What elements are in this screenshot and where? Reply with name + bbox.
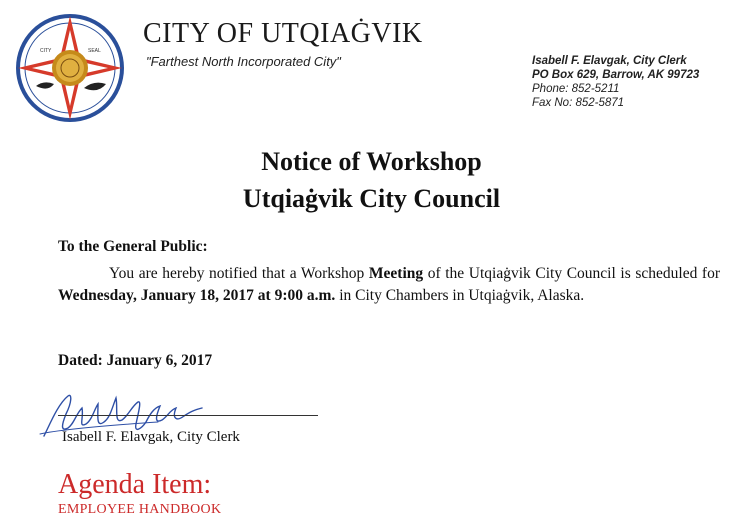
para-bold-datetime: Wednesday, January 18, 2017 at 9:00 a.m. <box>58 287 336 304</box>
phone-number: Phone: 852-5211 <box>532 83 620 95</box>
city-name: CITY OF UTQIAĠVIK <box>143 18 423 49</box>
seal-text-left: CITY <box>40 48 52 54</box>
dated-line: Dated: January 6, 2017 <box>58 352 213 369</box>
salutation: To the General Public: <box>58 238 208 255</box>
fax-number: Fax No: 852-5871 <box>532 97 625 109</box>
agenda-item-value: EMPLOYEE HANDBOOK <box>58 502 222 517</box>
para-bold-meeting: Meeting <box>368 265 424 282</box>
notice-title: Notice of Workshop <box>261 147 482 176</box>
agenda-item-label: Agenda Item: <box>58 469 212 500</box>
notice-paragraph <box>58 263 720 307</box>
signer-name: Isabell F. Elavgak, City Clerk <box>62 429 240 445</box>
contact-block <box>532 54 699 110</box>
clerk-name: Isabell F. Elavgak, City Clerk <box>532 55 687 67</box>
seal-text-right: SEAL <box>88 48 101 54</box>
mailing-address: PO Box 629, Barrow, AK 99723 <box>532 69 700 81</box>
para-text-2: of the Utqiaġvik City Council is scheduled for <box>423 265 721 282</box>
notice-subtitle: Utqiaġvik City Council <box>242 184 501 213</box>
para-text-3: in City Chambers in Utqiaġvik, Alaska. <box>335 287 585 304</box>
city-motto: "Farthest North Incorporated City" <box>146 54 341 69</box>
signature-line <box>58 415 318 416</box>
city-seal-logo <box>14 12 126 124</box>
para-text-1: You are hereby notified that a Workshop <box>109 265 369 282</box>
